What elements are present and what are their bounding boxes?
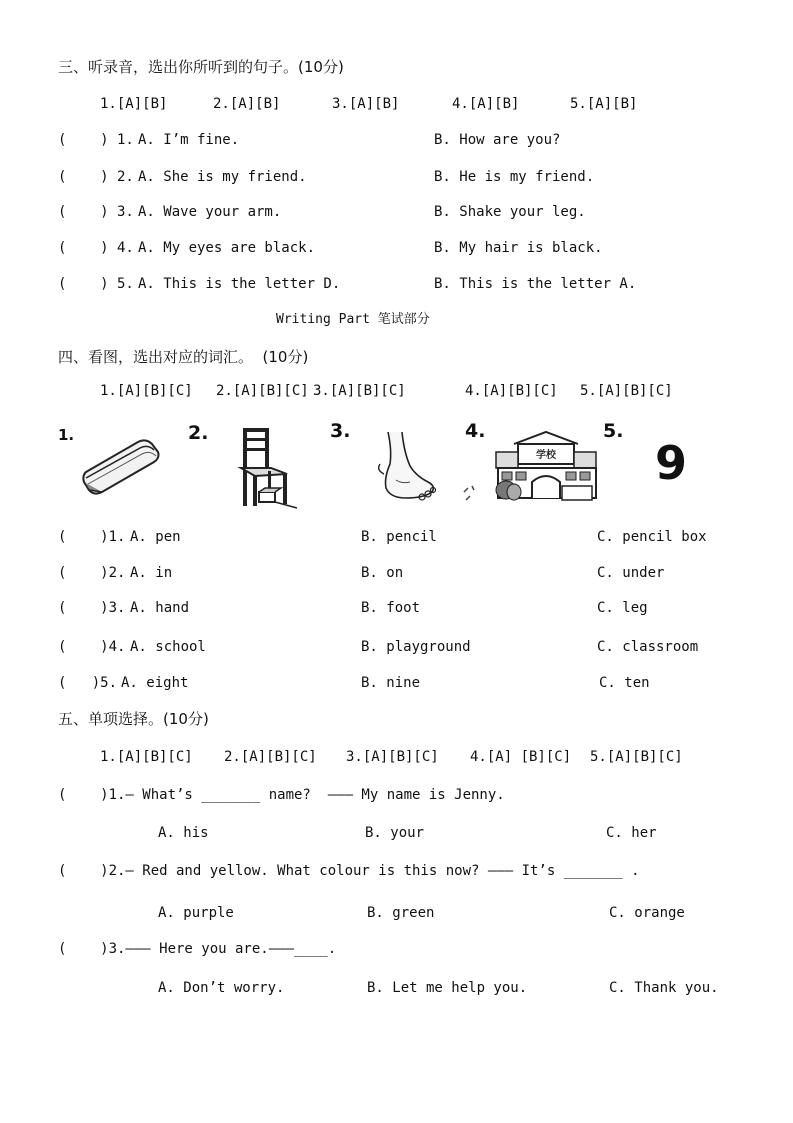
answer-grid-item: 3.[A][B][C]	[313, 383, 406, 399]
option-c: C. orange	[609, 905, 685, 921]
question-prefix: ( ) 5.	[58, 276, 134, 292]
picture-number: 2.	[188, 422, 209, 444]
question-prefix: ( )3.	[58, 600, 126, 616]
option-b: B. your	[365, 825, 425, 841]
answer-grid-item: 5.[A][B][C]	[590, 749, 683, 765]
option-a: A. purple	[158, 905, 234, 921]
answer-grid-item: 2.[A][B]	[213, 96, 281, 112]
answer-grid-item: 4.[A] [B][C]	[470, 749, 572, 765]
option-a: A. Wave your arm.	[138, 204, 282, 220]
option-c: C. ten	[599, 675, 650, 691]
option-a: A. eight	[121, 675, 189, 691]
option-b: B. My hair is black.	[434, 240, 603, 256]
answer-grid-item: 1.[A][B][C]	[100, 749, 193, 765]
option-c: C. Thank you.	[609, 980, 719, 996]
question-prefix: ( ) 1.	[58, 132, 134, 148]
question-prefix: ( )2.	[58, 565, 126, 581]
question-prefix: ( )4.	[58, 639, 126, 655]
option-b: B. He is my friend.	[434, 169, 595, 185]
section3-heading: 三、听录音，选出你所听到的句子。(10分)	[58, 58, 344, 76]
writing-part-title: Writing Part 笔试部分	[276, 312, 430, 327]
picture-number: 1.	[58, 426, 75, 444]
answer-grid-item: 5.[A][B][C]	[580, 383, 673, 399]
option-b: B. playground	[361, 639, 471, 655]
option-c: C. under	[597, 565, 665, 581]
digit-nine-picture: 9	[655, 436, 688, 490]
option-b: B. How are you?	[434, 132, 561, 148]
answer-grid-item: 3.[A][B]	[332, 96, 400, 112]
answer-grid-item: 4.[A][B]	[452, 96, 520, 112]
answer-grid-item: 2.[A][B][C]	[224, 749, 317, 765]
answer-grid-item: 1.[A][B][C]	[100, 383, 193, 399]
option-c: C. her	[606, 825, 657, 841]
option-c: C. classroom	[597, 639, 699, 655]
option-c: C. leg	[597, 600, 648, 616]
question-prefix: ( )5.	[58, 675, 118, 691]
question-prefix: ( ) 2.	[58, 169, 134, 185]
option-c: C. pencil box	[597, 529, 707, 545]
chair-icon	[235, 424, 305, 512]
option-b: B. green	[367, 905, 435, 921]
pencil-box-icon	[80, 432, 164, 498]
option-a: A. pen	[130, 529, 181, 545]
answer-grid-item: 3.[A][B][C]	[346, 749, 439, 765]
question-prefix: ( ) 4.	[58, 240, 134, 256]
section5-heading: 五、单项选择。(10分)	[58, 710, 209, 728]
option-b: B. pencil	[361, 529, 437, 545]
section4-heading: 四、看图，选出对应的词汇。 (10分)	[58, 348, 309, 366]
option-a: A. She is my friend.	[138, 169, 307, 185]
school-sign-text: 学校	[536, 450, 556, 461]
option-a: A. his	[158, 825, 209, 841]
option-a: A. This is the letter D.	[138, 276, 341, 292]
picture-number: 3.	[330, 420, 351, 442]
option-b: B. This is the letter A.	[434, 276, 637, 292]
option-b: B. on	[361, 565, 404, 581]
option-b: B. Let me help you.	[367, 980, 528, 996]
option-a: A. I’m fine.	[138, 132, 240, 148]
school-icon	[462, 430, 600, 506]
question-stem: ( )2.— Red and yellow. What colour is this now? ——— It’s _______ .	[58, 863, 640, 879]
foot-icon	[366, 430, 442, 504]
question-prefix: ( )1.	[58, 529, 126, 545]
question-prefix: ( ) 3.	[58, 204, 134, 220]
question-stem: ( )3.——— Here you are.———____.	[58, 941, 337, 957]
option-a: A. My eyes are black.	[138, 240, 316, 256]
option-a: A. school	[130, 639, 206, 655]
answer-grid-item: 1.[A][B]	[100, 96, 168, 112]
option-a: A. in	[130, 565, 173, 581]
option-b: B. Shake your leg.	[434, 204, 586, 220]
answer-grid-item: 2.[A][B][C]	[216, 383, 309, 399]
option-a: A. Don’t worry.	[158, 980, 285, 996]
question-stem: ( )1.— What’s _______ name? ——— My name is Jenny.	[58, 787, 505, 803]
option-b: B. nine	[361, 675, 421, 691]
answer-grid-item: 4.[A][B][C]	[465, 383, 558, 399]
picture-number: 4.	[465, 420, 486, 442]
answer-grid-item: 5.[A][B]	[570, 96, 638, 112]
option-b: B. foot	[361, 600, 421, 616]
picture-number: 5.	[603, 420, 624, 442]
option-a: A. hand	[130, 600, 190, 616]
